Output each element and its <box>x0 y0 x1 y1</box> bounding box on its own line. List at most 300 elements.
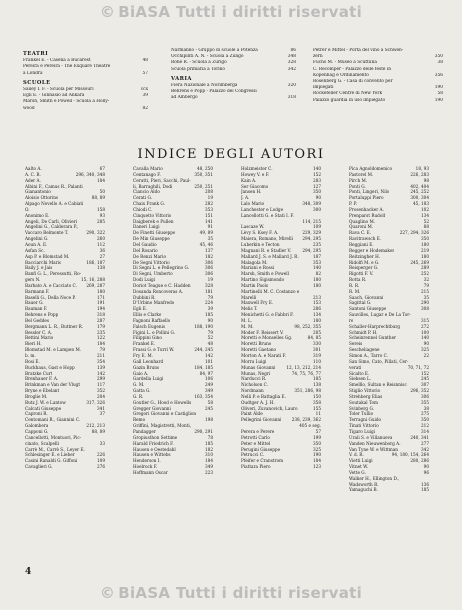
entry-name: Vette G. <box>349 469 366 475</box>
entry-page: 320 <box>287 83 296 89</box>
entry-name: Dosanda Roncoveras A. <box>133 288 184 294</box>
entry-name: Reggiani E. <box>349 241 374 247</box>
entry-name: Albini F., Camus R., Palanti <box>25 183 83 189</box>
entry-page: 342 <box>421 446 429 452</box>
copyright-icon: © <box>99 3 116 21</box>
entry-name: Moder F. Reissert V. <box>241 329 284 335</box>
entry-page: 272 <box>421 323 429 329</box>
entry-page: 215 <box>421 288 429 294</box>
entry-name: Walker H., Ellington D., <box>349 475 400 481</box>
entry-page: 350, 351 <box>194 171 213 177</box>
entry-name: Bettini Mario <box>25 335 54 341</box>
entry-page: 350 <box>313 440 321 446</box>
entry-name: Frankel E. - Casena a Bucarest <box>23 58 91 64</box>
index-entry <box>349 487 429 493</box>
entry-name: Petrucci C. <box>241 452 265 458</box>
entry-name: Van Tyne W. e Wittman <box>349 446 398 452</box>
entry-page: 328 <box>205 282 213 288</box>
entry-name: Rigotti F. V. <box>349 271 374 277</box>
entry-name: Pirch M. <box>349 177 368 183</box>
entry-page: 353 <box>205 206 213 212</box>
entry-name: Palazzo guardia in uso impiegato <box>313 97 386 103</box>
entry-name: Reitzingher H. <box>349 253 381 259</box>
entry-name: Carrè M., Carrè S., Leyer E. <box>25 446 85 452</box>
entry-name: D'Urbino Manfredo <box>133 300 175 306</box>
entry-name: Asp P. e Blomstad M. <box>25 253 70 259</box>
entry-name: Bauman F. <box>25 306 48 312</box>
entry-page: 58 <box>207 399 213 405</box>
entry-page: 301 <box>313 347 321 353</box>
entry-name: Quaroni M. <box>349 224 374 230</box>
entry-name: Strehberg Elias <box>349 393 383 399</box>
entry-page: 348, 309 <box>302 201 321 207</box>
entry-name: Lancellotti G. e Stati I. F. <box>241 212 295 218</box>
entry-name: Rotta R. <box>349 277 367 283</box>
entry-page: 317, 326 <box>86 399 105 405</box>
entry-page: 349 <box>205 388 213 394</box>
copyright-icon: © <box>99 584 116 602</box>
entry-page: 350 <box>421 236 429 242</box>
entry-name: Sailey I. F. - Scuola per Missouri <box>23 87 94 93</box>
entry-name: Bel Geddes <box>25 317 50 323</box>
entry-page: 351, 286, 98 <box>294 388 321 394</box>
entry-name: Frankel E. <box>133 341 156 347</box>
index-entry <box>171 95 296 101</box>
entry-page: 275 <box>421 411 429 417</box>
entry-page: 93 <box>99 212 105 218</box>
entry-page: 184 <box>313 458 321 464</box>
entry-name: Occhipinti A. N. - Scuola a Zungo <box>171 54 244 60</box>
entry-page: 88, 89 <box>91 428 105 434</box>
entry-name: G. M. <box>133 382 145 388</box>
entry-name: Ciancio Aldo <box>133 189 160 195</box>
entry-page: 152 <box>421 370 429 376</box>
entry-name: Petrotti Carlo <box>241 434 270 440</box>
entry-name: Maiera, Romano, Mirelli <box>241 236 293 242</box>
category-column-3 <box>313 48 443 104</box>
entry-page: 57 <box>142 70 148 76</box>
entry-name: Prosenhacker A. <box>349 206 384 212</box>
entry-name: Mariani e Rossi <box>241 265 275 271</box>
entry-name: Asfan Sc. <box>25 247 45 253</box>
page-title: INDICE DEGLI AUTORI <box>137 146 325 162</box>
entry-name: Munas, Negri <box>241 370 271 376</box>
entry-page: 205 <box>313 329 321 335</box>
entry-page: 180 <box>313 282 321 288</box>
entry-name: Daigberek e Pullen <box>133 218 174 224</box>
entry-name: Schmidt P. H. <box>349 329 378 335</box>
entry-name: Ponti, Lingeri, Nilo <box>349 189 390 195</box>
entry-page: 184 <box>97 341 105 347</box>
entry-name: Centomani R., Giannini C. <box>25 417 81 423</box>
entry-page: 84, 97 <box>199 370 213 376</box>
entry-name: Prenparst Rudolf <box>349 212 386 218</box>
entry-name: Bergmann L. R., Buttner R. <box>25 323 84 329</box>
entry-page: 122 <box>97 335 105 341</box>
entry-name: J. A. <box>241 195 250 201</box>
entry-name: Fagnoni Raffaello <box>133 317 171 323</box>
entry-name: Terragni Guido <box>349 417 382 423</box>
entry-name: Soutakal Tom <box>349 399 378 405</box>
entry-name: Sescheliagene <box>349 347 380 353</box>
entry-name: Egli E. <box>133 306 148 312</box>
entry-name: Tigaro Luigi <box>349 428 376 434</box>
entry-page: 45, 46 <box>199 241 213 247</box>
entry-page: 328 <box>287 60 296 66</box>
entry-name: b. m. <box>25 353 36 358</box>
entry-page: 245 <box>421 376 429 382</box>
entry-name: Sereis <box>349 341 363 347</box>
entry-page: 289 <box>421 265 429 271</box>
entry-name: C. Recomper - Palazzo delle feste in <box>313 66 391 72</box>
entry-name: Bieri H. <box>25 341 42 347</box>
entry-page: 150 <box>313 393 321 399</box>
entry-name: Rockefeller Centre di New York <box>313 91 383 97</box>
entry-page: 296, 352 <box>410 388 429 394</box>
entry-page: 325 <box>421 347 429 353</box>
entry-name: Sauvilles, Lugar e De La Tor- <box>349 312 411 318</box>
entry-name: Smelllo, Sultan e Reisnnisc <box>349 382 407 388</box>
entry-page: 90 <box>423 341 429 347</box>
entry-page: 245, 269 <box>410 259 429 265</box>
entry-name: Ellis e Clarke <box>133 312 162 318</box>
entry-page: 12, 13, 212, 214 <box>286 364 321 370</box>
entry-name: Morton A. e Narati F. <box>241 353 287 358</box>
entry-name: Marsh, Smith e Powell - Scuola a Holly- <box>23 99 110 105</box>
section-heading: SCUOLE <box>23 79 51 86</box>
entry-page: 101 <box>205 358 213 364</box>
entry-name: Jansen H. <box>241 189 262 195</box>
entry-name: Cavaglieri G. <box>25 464 53 470</box>
entry-page: 283 <box>313 177 321 183</box>
entry-name: Hausen e Wittebs <box>133 452 171 458</box>
entry-page: 350 <box>434 54 443 60</box>
entry-name: Toler Tullio <box>349 411 374 417</box>
entry-name: Ser Giacomo <box>241 183 269 189</box>
entry-page: 79 <box>207 294 213 300</box>
entry-name: Narmanno - Gruppo di scuole a Potenza <box>171 48 258 53</box>
entry-name: Chaix Frank G. <box>133 201 165 207</box>
entry-name: Perugini Giuseppe <box>241 446 281 452</box>
entry-name: Nicholson C. <box>241 382 268 388</box>
entry-page: 350 <box>421 417 429 423</box>
entry-name: cinato, Scalpelli <box>25 440 59 446</box>
entry-name: Perera e Perere <box>241 428 275 434</box>
entry-page: 36 <box>99 247 105 253</box>
entry-page: 180 <box>97 288 105 294</box>
entry-name: Chiodi C. <box>133 206 153 212</box>
entry-name: Bosi E. <box>25 358 40 364</box>
entry-page: 134 <box>421 212 429 218</box>
entry-page: 158 <box>97 206 105 212</box>
entry-page: 245 <box>205 405 213 411</box>
entry-page: 249 <box>205 382 213 388</box>
index-entry <box>133 470 213 476</box>
entry-name: San Simo, Cato, Pillati, Cer- <box>349 358 409 364</box>
entry-page: 294, 295 <box>302 247 321 253</box>
entry-page: 186, 187 <box>86 259 105 265</box>
entry-page: 182 <box>205 446 213 452</box>
entry-page: 32 <box>423 277 429 283</box>
entry-page: 82 <box>315 271 321 277</box>
entry-name: Aoun A. E. <box>25 241 48 247</box>
entry-name: wood <box>23 105 35 111</box>
entry-page: 310 <box>205 452 213 458</box>
entry-page: 286 <box>313 306 321 312</box>
entry-page: 52 <box>423 218 429 224</box>
entry-name: Henderson I. <box>133 458 161 464</box>
entry-page: 260 <box>97 236 105 242</box>
entry-page: 38 <box>437 60 443 66</box>
entry-page: 180 <box>313 317 321 323</box>
entry-name: Broglie M. <box>25 393 48 399</box>
entry-name: Del Gaudio <box>133 241 157 247</box>
entry-page: 155 <box>313 405 321 411</box>
entry-page: 88, 89 <box>91 195 105 201</box>
entry-name: Hausen e Oestedahl <box>133 446 176 452</box>
entry-page: 280, 286 <box>410 458 429 464</box>
entry-page: 58 <box>437 91 443 97</box>
entry-page: 353 <box>313 259 321 265</box>
entry-name: Petrer e Mittel - Porta del vino a Schwen- <box>313 48 404 53</box>
entry-page: 296, 340, 348 <box>75 171 105 177</box>
entry-page: 127 <box>313 183 321 189</box>
index-entry <box>23 106 148 112</box>
entry-name: Sicalto E. <box>349 370 370 376</box>
entry-page: 79 <box>207 329 213 335</box>
entry-page: 19 <box>207 277 213 283</box>
entry-name: Cerutti, Pieri, Sacchi, Paul- <box>133 177 191 183</box>
entry-page: 354 <box>97 358 105 364</box>
entry-name: Svinberg G. <box>349 405 374 411</box>
entry-name: De Finetti Giuseppe <box>133 230 176 236</box>
entry-page: 142 <box>97 370 105 376</box>
entry-name: Urali S. e Villanueva <box>349 434 393 440</box>
entry-name: Behrens e Popp <box>25 312 59 318</box>
entry-name: Luberkin e Tecton <box>241 241 280 247</box>
entry-page: 106 <box>205 376 213 382</box>
entry-name: Fry E. M. <box>133 353 153 358</box>
entry-page: 187 <box>313 253 321 259</box>
entry-page: 153 <box>313 300 321 306</box>
entry-page: 180 <box>421 253 429 259</box>
entry-page: 188, 190 <box>194 323 213 329</box>
entry-name: Nordmann <box>241 388 264 394</box>
entry-page: 244, 245 <box>194 347 213 353</box>
entry-name: P. P. <box>349 201 357 207</box>
entry-name: Cerati G. <box>133 195 153 201</box>
entry-name: Simon A., Tarro C. <box>349 353 388 358</box>
entry-page: 226 <box>97 452 105 458</box>
category-index <box>23 48 443 130</box>
index-entry <box>171 67 296 73</box>
entry-page: 348 <box>287 54 296 60</box>
entry-name: Cancellotti, Montuori, Pic- <box>25 434 82 440</box>
entry-name: Del Rosario <box>133 247 158 253</box>
entry-page: 48 <box>142 58 148 64</box>
entry-page: 358 <box>313 399 321 405</box>
entry-page: 211 <box>97 353 105 358</box>
entry-name: Filippini Gino <box>133 335 162 341</box>
entry-name: Centanago F. <box>133 171 161 177</box>
entry-name: Butz J. W. e Lantow <box>25 399 66 405</box>
section-heading: VARIA <box>171 75 192 82</box>
entry-name: Egli E. - Ginnasio ad Ankara <box>23 93 85 99</box>
entry-name: Gardella Luigi <box>133 376 164 382</box>
entry-page: 140 <box>313 265 321 271</box>
entry-name: Martin Paolo <box>241 282 269 288</box>
entry-name: Wadsworth R. <box>349 481 379 487</box>
author-column-3 <box>241 166 321 470</box>
entry-page: 191 <box>97 300 105 306</box>
entry-name: Galombera <box>25 423 49 429</box>
entry-page: 352 <box>97 388 105 394</box>
entry-name: Stiglio Vittorio <box>349 388 381 394</box>
entry-name: Lascaze W. <box>241 224 265 230</box>
entry-page: 100 <box>421 329 429 335</box>
entry-name: G. R. <box>133 393 144 399</box>
entry-name: Pereira e Pereira - The Exquare Theatre <box>23 64 111 70</box>
entry-page: 117 <box>97 382 105 388</box>
entry-name: Goutler G., Hood e Howells <box>133 399 192 405</box>
entry-page: 235 <box>313 241 321 247</box>
entry-name: Morra Luigi <box>241 358 267 364</box>
index-entry <box>23 71 148 77</box>
entry-page: 212 <box>421 423 429 429</box>
entry-page: 184, 185 <box>194 364 213 370</box>
entry-page: 285 <box>97 218 105 224</box>
entry-name: Lanchester e Lodge <box>241 206 284 212</box>
entry-name: Peter e Mittel <box>241 440 271 446</box>
entry-page: 208 <box>205 189 213 195</box>
entry-name: Cinquetto Vittorio <box>133 212 172 218</box>
category-column-2 <box>171 48 296 102</box>
entry-name: Siebsen L. <box>349 376 372 382</box>
entry-name: Cavalla Mario <box>133 166 163 171</box>
entry-page: 11 <box>315 411 321 417</box>
entry-page: 180 <box>421 241 429 247</box>
entry-name: Dodi Luigi <box>133 277 156 283</box>
entry-page: 190 <box>434 97 443 103</box>
entry-page: 204 <box>97 393 105 399</box>
entry-name: A. C. R. <box>25 171 41 177</box>
entry-name: Gropiusthon Settime <box>133 434 178 440</box>
entry-page: 98, 252, 355 <box>294 323 321 329</box>
entry-name: re <box>349 317 354 323</box>
entry-page: 49, 89 <box>199 230 213 236</box>
entry-name: zern <box>313 54 323 60</box>
entry-name: Frassi G. e Turri W. <box>133 347 175 353</box>
entry-name: Bacciarchi Mario <box>25 259 62 265</box>
entry-page: 123 <box>313 464 321 470</box>
entry-name: Piattara Piero <box>241 464 271 470</box>
entry-name: R. R. <box>349 282 360 288</box>
entry-name: Gaio A. <box>133 370 149 376</box>
entry-name: Scheinrennel Gunther <box>349 335 397 341</box>
entry-name: Ravitrawsch E. <box>349 236 382 242</box>
entry-page: 245, 252 <box>410 189 429 195</box>
watermark-bottom <box>0 584 462 602</box>
entry-page: ccx <box>140 87 148 93</box>
entry-name: Holzmeister C. <box>241 166 273 171</box>
entry-name: Behrens e Popp - Palazzo dei Congressi <box>171 89 257 95</box>
entry-name: Moretti Bruno <box>241 341 272 347</box>
entry-page: 300 <box>313 206 321 212</box>
entry-name: Saach, Giovanni <box>349 294 384 300</box>
entry-name: Paint Alde <box>241 411 263 417</box>
entry-page: 325 <box>313 446 321 452</box>
entry-page: 19 <box>207 195 213 201</box>
entry-name: Banfi G. L., Peressutti, Ro- <box>25 271 82 277</box>
entry-page: 342 <box>287 66 296 72</box>
entry-page: 194 <box>97 306 105 312</box>
entry-name: Regger e Hodemaker <box>349 247 395 253</box>
entry-page: 57 <box>315 428 321 434</box>
entry-page: 35 <box>207 236 213 242</box>
entry-name: M. L. <box>241 317 253 323</box>
entry-page: 198 <box>205 417 213 423</box>
entry-page: 78 <box>207 434 213 440</box>
entry-page: 39 <box>142 93 148 99</box>
entry-page: 308 <box>421 306 429 312</box>
entry-page: 39 <box>207 306 213 312</box>
entry-name: De Min Giuseppe <box>133 236 170 242</box>
entry-page: 185 <box>313 376 321 382</box>
entry-name: Barmann F. <box>25 288 50 294</box>
entry-page: 290, 291 <box>194 428 213 434</box>
entry-name: Vaccaro Belmonte T. <box>25 230 69 236</box>
entry-page: 112 <box>97 241 105 247</box>
entry-name: Gregger Giovanni <box>133 405 171 411</box>
entry-name: Anonimo E. <box>25 212 50 218</box>
author-index <box>25 166 443 576</box>
entry-name: Hoffmann Oscar <box>133 469 168 475</box>
entry-name: Aalto A. <box>25 166 42 171</box>
entry-name: Falsch Eugenio <box>133 323 166 329</box>
entry-name: Melis T. <box>241 306 258 312</box>
entry-name: Tinati Vittorio <box>349 423 379 429</box>
entry-name: V. d. R. <box>349 452 364 458</box>
watermark-top <box>0 3 462 21</box>
entry-page: 45, 183 <box>413 201 429 207</box>
entry-page: 306 <box>421 393 429 399</box>
entry-name: Dubbini R. <box>133 294 156 300</box>
entry-page: 349 <box>205 464 213 470</box>
entry-name: Magnani R. e Stadler V. <box>241 247 292 253</box>
entry-page: 235 <box>97 329 105 335</box>
entry-name: Barbato A. e Cacciato C. <box>25 282 77 288</box>
entry-page: 50 <box>99 189 105 195</box>
entry-page: 90 <box>423 464 429 470</box>
entry-name: Oliveri, Zuvanovich, Lauro <box>241 405 298 411</box>
entry-page: 350 <box>313 189 321 195</box>
entry-page: 402, 404 <box>410 183 429 189</box>
entry-page: 199 <box>313 434 321 440</box>
entry-name: Moretti Gaetano <box>241 347 277 353</box>
page-number: 4 <box>25 567 32 577</box>
entry-page: 307 <box>421 382 429 388</box>
entry-name: De Segni Vittorio <box>133 259 170 265</box>
entry-page: 306 <box>205 271 213 277</box>
entry-page: 84, 85 <box>307 335 321 341</box>
entry-name: Bauer G. <box>25 300 44 306</box>
entry-page: 319 <box>313 353 321 358</box>
entry-page: 318 <box>287 95 296 101</box>
entry-page: 306 <box>205 259 213 265</box>
entry-name: M. M. <box>241 323 254 329</box>
entry-page: 142 <box>205 353 213 358</box>
entry-name: Di Segni, Umberto <box>133 271 173 277</box>
